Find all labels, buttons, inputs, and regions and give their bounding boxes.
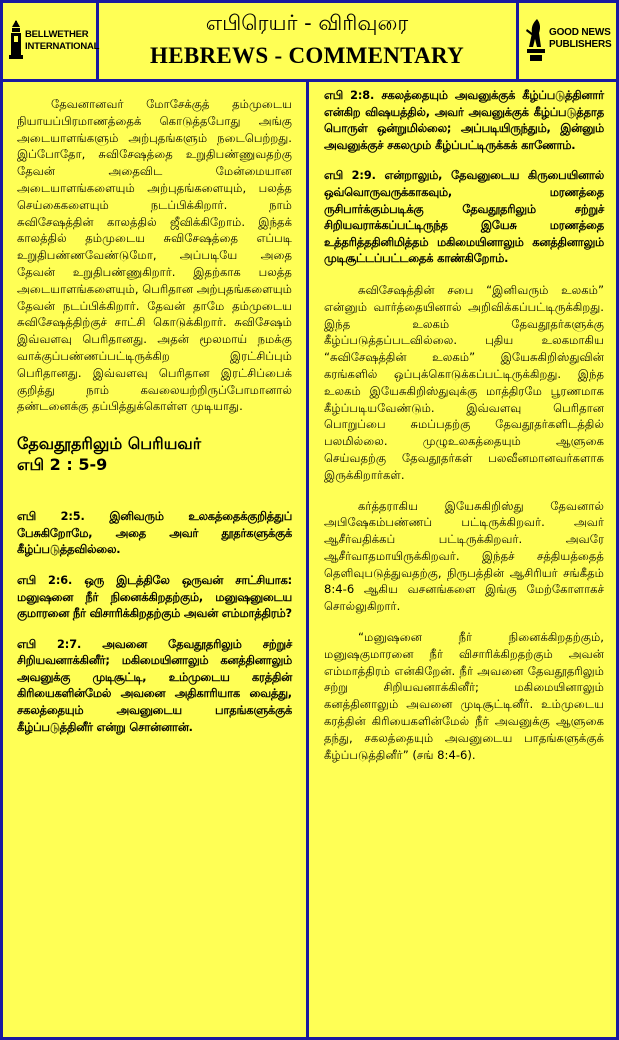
title-block — [102, 3, 512, 79]
bellwether-logo — [3, 3, 99, 79]
title-tamil: எபிரெயர் - விரிவுரை — [205, 11, 409, 35]
bellwether-logo-mark — [9, 17, 100, 65]
section-heading — [17, 433, 292, 475]
good-news-logo-mark — [525, 17, 615, 65]
good-news-logo-text: GOOD NEWS PUBLISHERS — [549, 27, 612, 50]
commentary-paragraph-3: “மனுஷனை நீர் நினைக்கிறதற்கும், மனுஷகுமாரனை நீர் விசாரிக்கிறதற்கும் அவன் எம்மாத்திரம் என்கிறேன். நீர் அவனை தேவதூதரிலும் சற்று சிறியவனாக்கினீர்; மகிமையினாலும் கனத்தினாலும் அவனை முடிசூட்டினீர். உம்முடைய கரத்தின் கிரியைகளின்மேல் நீர் அவனுக்கு ஆளுகை தந்து, சகலத்தையும் அவனுடைய பாதங்களுக்குக் கீழ்ப்படுத்தினீர்” (சங் 8:4-6). — [324, 630, 604, 762]
commentary-paragraph-1: சுவிசேஷத்தின் சபை “இனிவரும் உலகம்” என்னும் வார்த்தையினால் அறிவிக்கப்பட்டிருக்கிறது. இந்த உலகம் தேவதூதர்களுக்கு கீழ்ப்படுத்தப்படவில்லை. புதிய உலகமாகிய “சுவிசேஷத்தின் உலகம்” இயேசுகிறிஸ்துவின் கரங்களில் ஒப்புக்கொடுக்கப்பட்டிருக்கிறது. இந்த உலகம் இயேசுகிறிஸ்துவுக்கு மாத்திரமே பூரணமாக கீழ்ப்படியவேண்டும். இவ்வளவு பெரிதான பொறுப்பை சுமப்பதற்கு தேவதூதர்களிடத்தில் பலமில்லை. முழுஉலகத்தையும் ஆளுகை செய்வதற்கு தேவதூதர்கள் பலவீனமானவர்களாக இருக்கிறார்கள். — [324, 282, 604, 482]
bellwether-logo-text: BELLWETHER INTERNATIONAL — [25, 29, 100, 52]
right-column — [312, 82, 616, 1037]
verse-2-5: எபி 2:5. இனிவரும் உலகத்தைக்குறித்துப் பேசுகிறோமே, அதை அவர் தூதர்களுக்குக் கீழ்ப்படுத்தவில்லை. — [17, 510, 292, 557]
verse-2-9: எபி 2:9. என்றாலும், தேவனுடைய கிருபையினால் ஒவ்வொருவருக்காகவும், மரணத்தை ருசிபார்க்கும்படிக்கு தேவதூதரிலும் சற்றுச் சிறியவராக்கப்பட்டிருந்த இயேசு மரணத்தை உத்தரித்ததினிமித்தம் மகிமையினாலும் கனத்தினாலும் முடிசூட்டப்பட்டதைக் காண்கிறோம். — [324, 169, 604, 266]
section-heading-reference: எபி 2 : 5-9 — [17, 455, 108, 475]
commentary-paragraph-2: கர்த்தராகிய இயேசுகிறிஸ்து தேவனால் அபிஷேகம்பண்ணப் பட்டிருக்கிறவர். அவர் ஆசீர்வதிக்கப் பட்டிருக்கிறவர். அவரே ஆசீர்வாதமாயிருக்கிறவர். இந்தச் சத்தியத்தைத் தெளிவுபடுத்துவதற்கு, நிருபத்தின் ஆசிரியர் சங்கீதம் 8:4-6 ஆகிய வசனங்களை இங்கு மேற்கோளாகச் சொல்லுகிறார். — [324, 498, 604, 614]
section-heading-title: தேவதூதரிலும் பெரியவர் — [17, 434, 202, 454]
title-english: HEBREWS - COMMENTARY — [150, 43, 464, 68]
verse-2-7: எபி 2:7. அவனை தேவதூதரிலும் சற்றுச் சிறியவனாக்கினீர்; மகிமையினாலும் கனத்தினாலும் அவனுக்கு முடிசூட்டி, உம்முடைய கரத்தின் கிரியைகளின்மேல் அவனை அதிகாரியாக வைத்து, சகலத்தையும் அவனுடைய பாதங்களுக்குக் கீழ்ப்படுத்தினீர் என்று சொன்னான். — [17, 637, 292, 734]
intro-paragraph: தேவனானவர் மோசேக்குத் தம்முடைய நியாயப்பிரமாணத்தைக் கொடுத்தபோது அங்கு அடையாளங்களும் அற்புதங்களும் நடைபெற்றது. இப்போதோ, சுவிசேஷத்தை உறுதிபண்ணுவதற்கு தேவன் அதைவிட மேன்மையான அடையாளங்களையும் அற்புதங்களையும், பலத்த செய்கைகளையும் நடப்பிக்கிறார். நாம் சுவிசேஷத்தின் காலத்தில் ஜீவிக்கிறோம். இந்தக் காலத்தில் தம்முடைய சுவிசேஷத்தை எப்படி உறுதிபண்ணவேண்டுமோ, அப்படியே அதை தேவன் உறுதிபண்ணுகிறார். இதற்காக பலத்த அடையாளங்களையும், பெரிதான அற்புதங்களையும் தேவன் நடப்பிக்கிறார். தேவன் தாமே தம்முடைய சுவிசேஷத்திற்குச் சாட்சி கொடுக்கிறார். சுவிசேஷம் இவ்வளவு பெரிதானது. அதன் மூலமாய் நமக்கு வாக்குப்பண்ணப்பட்டிருக்கிற இரட்சிப்பும் பெரிதானது. இவ்வளவு பெரிதான இரட்சிப்பைக் குறித்து நாம் கவலையற்றிருப்போமானால் தண்டனைக்கு தப்பித்துக்கொள்ள முடியாது. — [17, 97, 292, 414]
trumpet-angel-icon — [525, 17, 549, 65]
good-news-logo — [516, 3, 616, 79]
page-header — [3, 3, 616, 82]
left-column — [3, 82, 309, 1037]
verse-2-8: எபி 2:8. சகலத்தையும் அவனுக்குக் கீழ்ப்படுத்தினார் என்கிற விஷயத்தில், அவர் அவனுக்குக் கீழ்ப்படுத்தாத பொருள் ஒன்றுமில்லை; அப்படியிருந்தும், இன்னும் அவனுக்குச் சகலமும் கீழ்ப்பட்டிருக்கக் காணோம். — [324, 89, 604, 152]
verse-2-6: எபி 2:6. ஒரு இடத்திலே ஒருவன் சாட்சியாக: மனுஷனை நீர் நினைக்கிறதற்கும், மனுஷனுடைய குமாரனை நீர் விசாரிக்கிறதற்கும் அவன் எம்மாத்திரம்? — [17, 573, 292, 621]
